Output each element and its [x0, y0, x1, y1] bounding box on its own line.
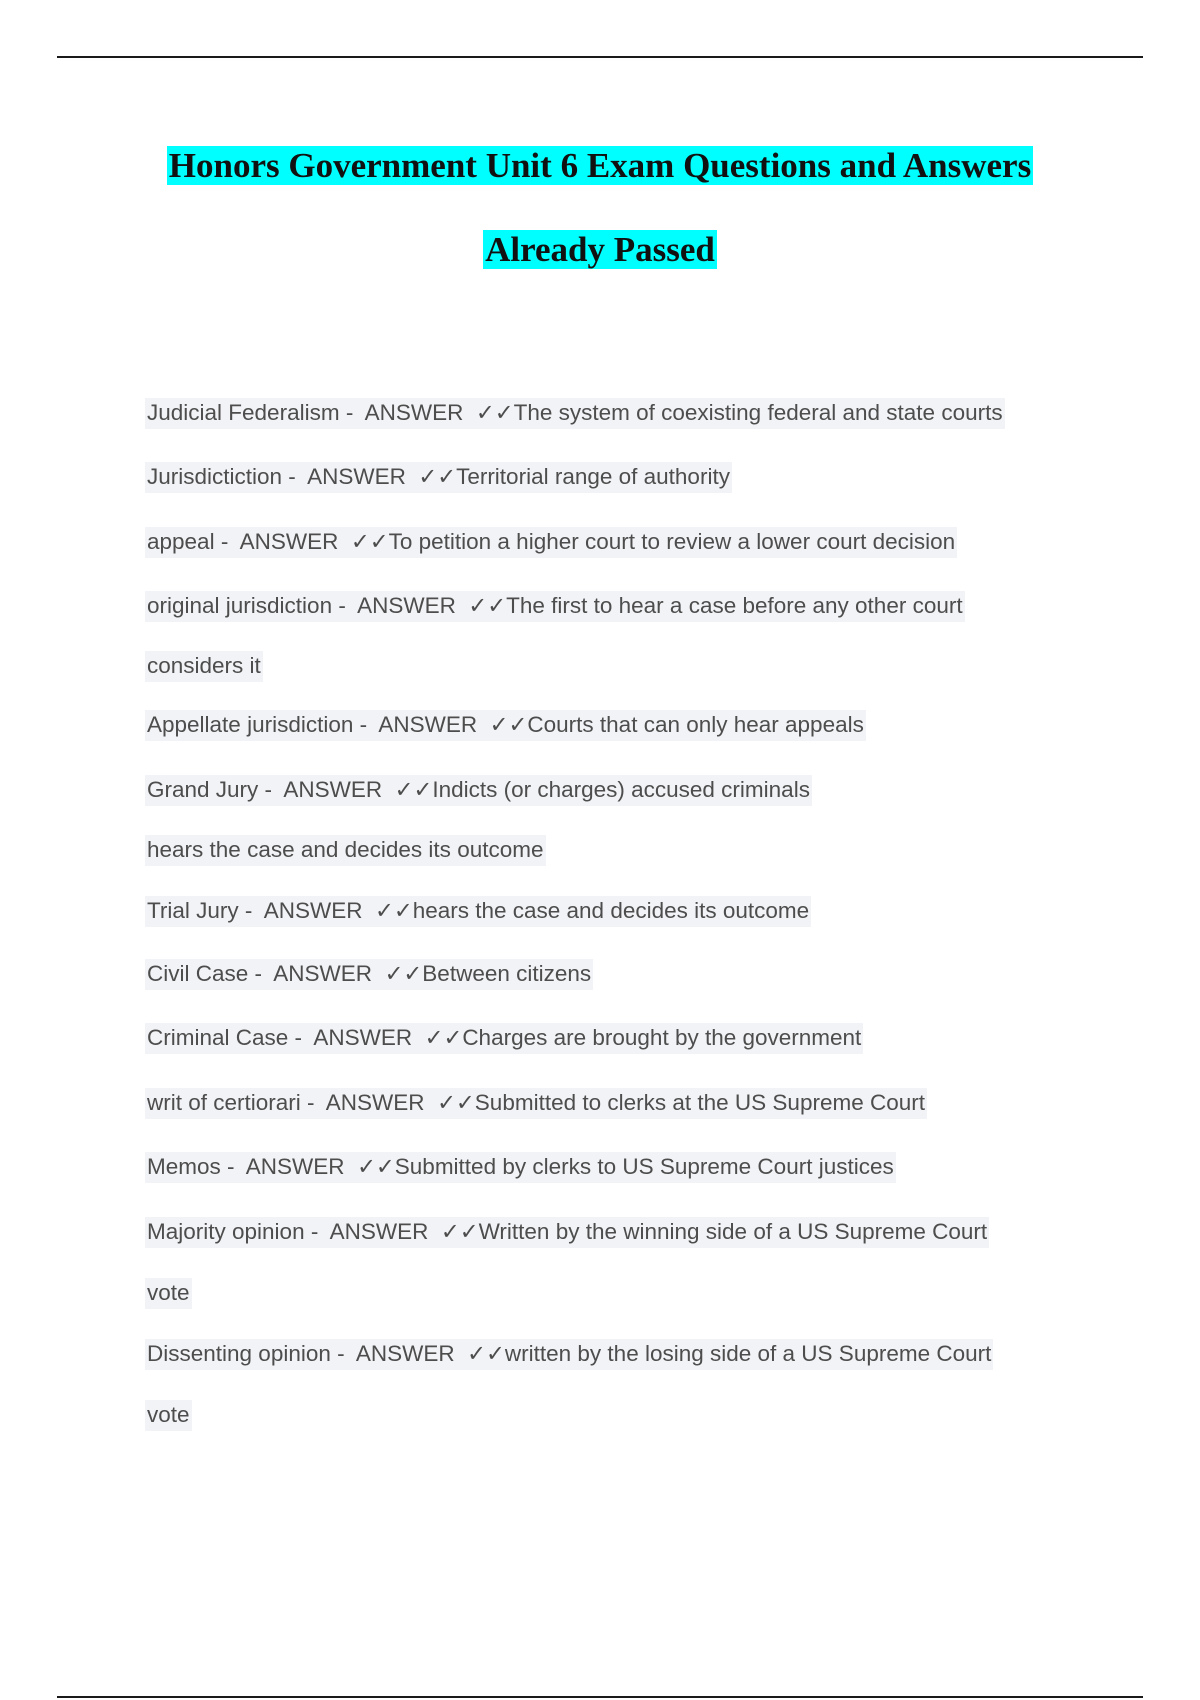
- qa-definition: Between citizens: [422, 961, 592, 986]
- qa-entry: [145, 1152, 896, 1182]
- qa-entry-text: Jurisdictiction - ANSWER ✓✓Territorial range of authority: [145, 462, 732, 493]
- qa-entry-text: Majority opinion - ANSWER ✓✓Written by the winning side of a US Supreme Court: [145, 1217, 989, 1248]
- qa-term: Jurisdictiction: [147, 464, 283, 489]
- qa-definition: hears the case and decides its outcome: [412, 898, 810, 923]
- check-marks: ✓✓: [440, 1219, 479, 1244]
- qa-definition: Submitted by clerks to US Supreme Court justices: [394, 1154, 894, 1179]
- answer-marker: ANSWER: [378, 712, 478, 737]
- qa-definition: Charges are brought by the government: [462, 1025, 862, 1050]
- check-marks: ✓✓: [394, 777, 433, 802]
- qa-entry-text: original jurisdiction - ANSWER ✓✓The first to hear a case before any other court: [145, 591, 965, 622]
- check-marks: ✓✓: [489, 712, 528, 737]
- qa-entry: [145, 896, 811, 926]
- answer-marker: ANSWER: [357, 593, 456, 618]
- answer-marker: ANSWER: [325, 1090, 425, 1115]
- qa-entry-text: Memos - ANSWER ✓✓Submitted by clerks to US Supreme Court justices: [145, 1152, 896, 1183]
- qa-entry: [145, 710, 866, 740]
- top-rule: [57, 56, 1143, 58]
- qa-term: Grand Jury: [147, 777, 259, 802]
- check-marks: ✓✓: [374, 898, 413, 923]
- qa-entry-continuation: [145, 651, 263, 681]
- qa-term: writ of certiorari: [147, 1090, 301, 1115]
- check-marks: ✓✓: [468, 593, 507, 618]
- qa-definition: Territorial range of authority: [456, 464, 730, 489]
- qa-continuation-text: hears the case and decides its outcome: [145, 835, 546, 866]
- qa-continuation-text: considers it: [145, 651, 263, 682]
- qa-term: Majority opinion: [147, 1219, 305, 1244]
- qa-entry-continuation: [145, 835, 546, 865]
- check-marks: ✓✓: [437, 1090, 475, 1115]
- qa-entry-text: Civil Case - ANSWER ✓✓Between citizens: [145, 959, 593, 990]
- qa-entry-text: Trial Jury - ANSWER ✓✓hears the case and decides its outcome: [145, 896, 811, 927]
- check-marks: ✓✓: [418, 464, 457, 489]
- qa-definition: Written by the winning side of a US Supreme Court: [478, 1219, 988, 1244]
- qa-term: original jurisdiction: [147, 593, 333, 618]
- qa-entry-text: Judicial Federalism - ANSWER ✓✓The system of coexisting federal and state courts: [145, 398, 1005, 429]
- qa-entry-text: Criminal Case - ANSWER ✓✓Charges are brought by the government: [145, 1023, 863, 1054]
- answer-marker: ANSWER: [273, 961, 373, 986]
- qa-entry: [145, 527, 957, 557]
- qa-entry-text: appeal - ANSWER ✓✓To petition a higher court to review a lower court decision: [145, 527, 957, 558]
- qa-entry: [145, 1023, 863, 1053]
- title-line-1: Honors Government Unit 6 Exam Questions and Answers: [168, 146, 1032, 185]
- qa-entry: [145, 591, 965, 621]
- qa-continuation-text: vote: [145, 1278, 192, 1309]
- qa-term: Civil Case: [147, 961, 249, 986]
- answer-marker: ANSWER: [313, 1025, 413, 1050]
- answer-marker: ANSWER: [263, 898, 363, 923]
- qa-entry: [145, 775, 812, 805]
- qa-entry-text: Appellate jurisdiction - ANSWER ✓✓Courts that can only hear appeals: [145, 710, 866, 741]
- qa-entry: [145, 462, 732, 492]
- document-title: [0, 144, 1200, 188]
- answer-marker: ANSWER: [283, 777, 383, 802]
- qa-term: Appellate jurisdiction: [147, 712, 354, 737]
- qa-definition: Courts that can only hear appeals: [527, 712, 864, 737]
- check-marks: ✓✓: [357, 1154, 395, 1179]
- qa-term: Criminal Case: [147, 1025, 289, 1050]
- qa-definition: The system of coexisting federal and state courts: [513, 400, 1003, 425]
- qa-term: Dissenting opinion: [147, 1341, 331, 1366]
- qa-definition: Indicts (or charges) accused criminals: [432, 777, 810, 802]
- qa-entry: [145, 1217, 989, 1247]
- qa-definition: written by the losing side of a US Supreme Court: [504, 1341, 992, 1366]
- check-marks: ✓✓: [467, 1341, 505, 1366]
- qa-entry-text: writ of certiorari - ANSWER ✓✓Submitted to clerks at the US Supreme Court: [145, 1088, 927, 1119]
- qa-continuation-text: vote: [145, 1400, 192, 1431]
- qa-entry: [145, 959, 593, 989]
- qa-term: Memos: [147, 1154, 221, 1179]
- check-marks: ✓✓: [350, 529, 389, 554]
- answer-marker: ANSWER: [239, 529, 339, 554]
- qa-definition: The first to hear a case before any other court: [506, 593, 963, 618]
- check-marks: ✓✓: [475, 400, 514, 425]
- qa-entry: [145, 1339, 993, 1369]
- qa-definition: Submitted to clerks at the US Supreme Court: [474, 1090, 925, 1115]
- qa-entry-text: Grand Jury - ANSWER ✓✓Indicts (or charges) accused criminals: [145, 775, 812, 806]
- document-title-continued: [0, 228, 1200, 272]
- qa-entry: [145, 1088, 927, 1118]
- qa-definition: To petition a higher court to review a lower court decision: [388, 529, 956, 554]
- answer-marker: ANSWER: [245, 1154, 345, 1179]
- qa-entry-continuation: [145, 1400, 192, 1430]
- qa-entry: [145, 398, 1005, 428]
- answer-marker: ANSWER: [307, 464, 406, 489]
- answer-marker: ANSWER: [355, 1341, 455, 1366]
- qa-term: appeal: [147, 529, 215, 554]
- bottom-rule: [57, 1696, 1143, 1698]
- qa-term: Trial Jury: [147, 898, 239, 923]
- qa-entry-continuation: [145, 1278, 192, 1308]
- title-line-2: Already Passed: [485, 230, 715, 269]
- check-marks: ✓✓: [384, 961, 423, 986]
- answer-marker: ANSWER: [329, 1219, 429, 1244]
- qa-entry-text: Dissenting opinion - ANSWER ✓✓written by the losing side of a US Supreme Court: [145, 1339, 993, 1370]
- check-marks: ✓✓: [424, 1025, 463, 1050]
- answer-marker: ANSWER: [364, 400, 464, 425]
- qa-term: Judicial Federalism: [147, 400, 340, 425]
